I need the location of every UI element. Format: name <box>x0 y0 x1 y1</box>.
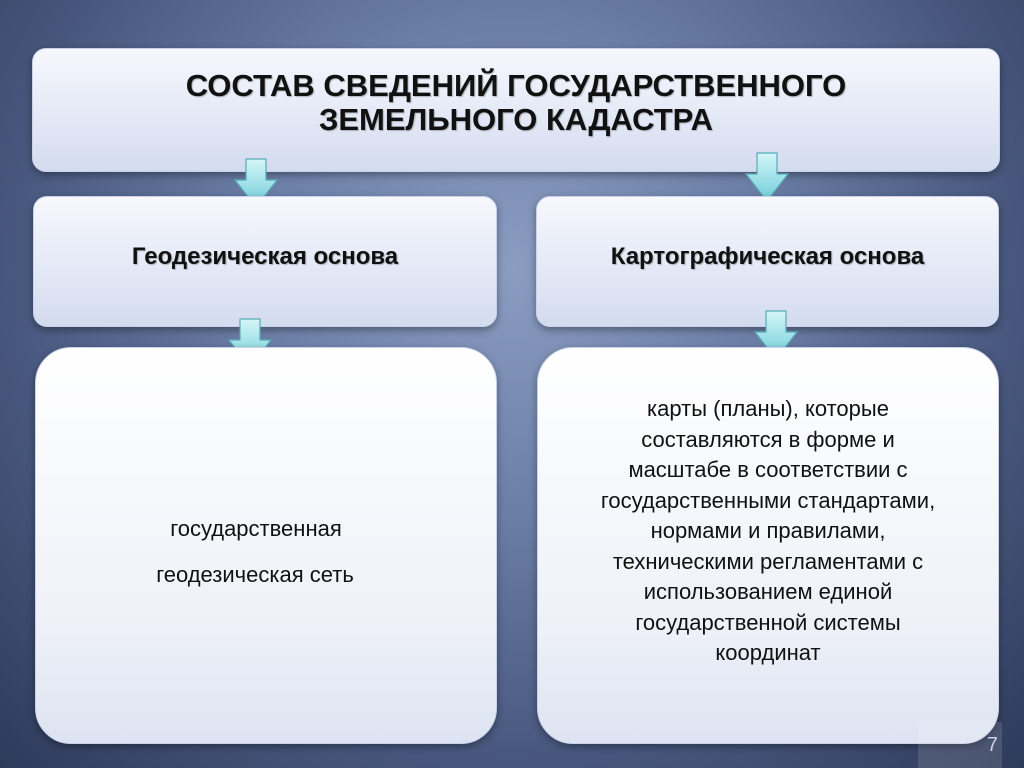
geodetic-detail-box <box>35 347 497 744</box>
geodetic-detail-line-1: государственная <box>170 515 342 541</box>
cartographic-basis-box <box>536 196 999 327</box>
geodetic-basis-box <box>33 196 497 327</box>
diagram-title <box>136 69 896 137</box>
geodetic-basis-label: Геодезическая основа <box>131 242 399 270</box>
title-box <box>32 48 1000 172</box>
cartographic-basis-label: Картографическая основа <box>610 242 925 270</box>
down-arrow-icon <box>745 152 789 202</box>
cartographic-detail-text: карты (планы), которые составляются в форме и масштабе в соответствии с государственными стандартами, нормами и правилами, техническими регламентами с использованием единой государственной системы координат <box>600 396 936 666</box>
title-line-2: ЗЕМЕЛЬНОГО КАДАСТРА <box>318 102 714 137</box>
geodetic-detail-line-2: геодезическая сеть <box>156 561 354 587</box>
slide-number: 7 <box>918 722 1002 768</box>
geodetic-detail-text <box>156 506 354 598</box>
cartographic-detail-box <box>537 347 999 744</box>
title-line-1: СОСТАВ СВЕДЕНИЙ ГОСУДАРСТВЕННОГО <box>185 68 847 103</box>
